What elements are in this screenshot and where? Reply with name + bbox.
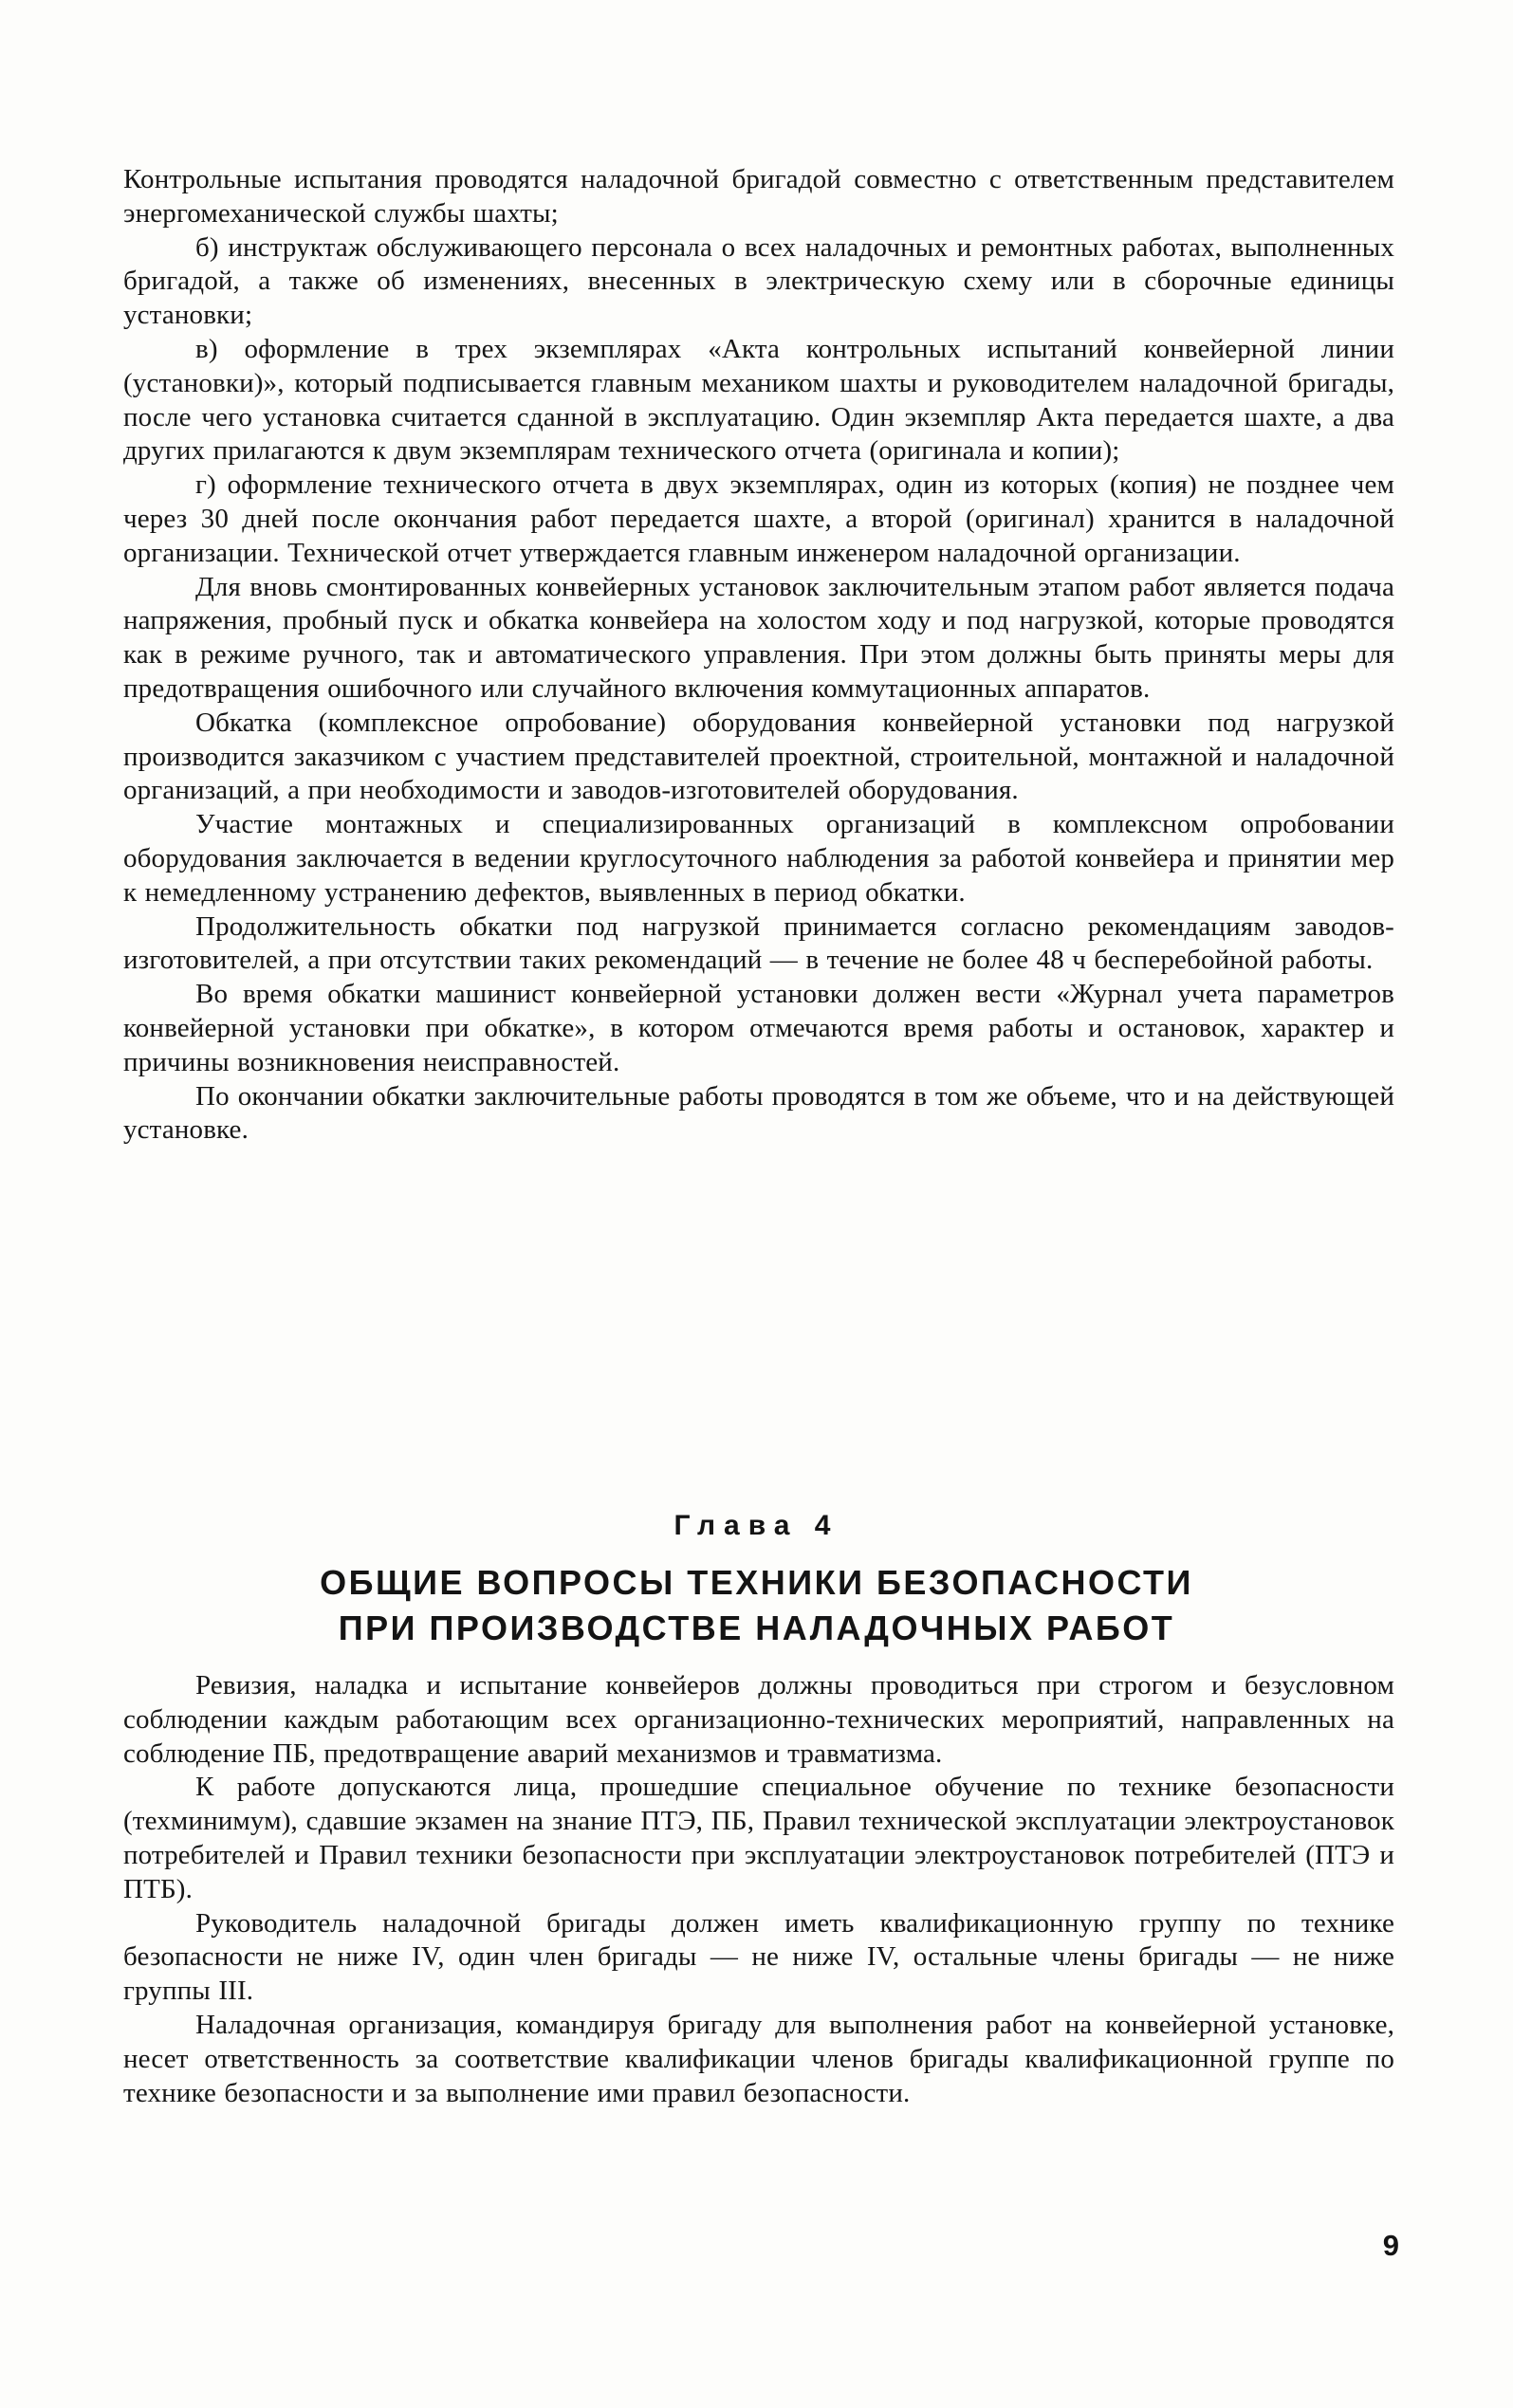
paragraph: Во время обкатки машинист конвейерной установки должен вести «Журнал учета параметров конвейерной установки при обкатке», в котором отмечаются время работы и остановок, характер и причины возникновения неисправностей. xyxy=(123,979,1394,1077)
paragraph: Ревизия, наладка и испытание конвейеров должны проводиться при строгом и безусловном соблюдении каждым работающим всех организационно-технических мероприятий, направленных на соблюдение ПБ, предотвращение аварий механизмов и травматизма. xyxy=(123,1670,1394,1769)
paragraph: Наладочная организация, командируя бригаду для выполнения работ на конвейерной установке, несет ответственность за соответствие квалификации членов бригады квалификационной группе по технике безопасности и за выполнение ими правил безопасности. xyxy=(123,2009,1394,2108)
paragraph: Участие монтажных и специализированных организаций в комплексном опробовании оборудования заключается в ведении круглосуточного наблюдения за работой конвейера и принятии мер к немедленному устранению дефектов, выявленных в период обкатки. xyxy=(123,809,1394,908)
chapter-title-line: ПРИ ПРОИЗВОДСТВЕ НАЛАДОЧНЫХ РАБОТ xyxy=(338,1608,1175,1647)
paragraph: Для вновь смонтированных конвейерных установок заключительным этапом работ является подача напряжения, пробный пуск и обкатка конвейера на холостом ходу и под нагрузкой, которые проводятся как в режиме ручного, так и автоматического управления. При этом должны быть приняты меры для предотвращения ошибочного или случайного включения коммутационных аппаратов. xyxy=(123,571,1394,704)
paragraph: Контрольные испытания проводятся наладочной бригадой совместно с ответственным представителем энергомеханической службы шахты; xyxy=(123,164,1394,229)
chapter-label: Глава 4 xyxy=(673,1510,840,1541)
paragraph: По окончании обкатки заключительные работы проводятся в том же объеме, что и на действующей установке. xyxy=(123,1080,1394,1146)
page-number: 9 xyxy=(1382,2229,1399,2262)
paragraph: Обкатка (комплексное опробование) оборудования конвейерной установки под нагрузкой производится заказчиком с участием представителей проектной, строительной, монтажной и наладочной организаций, а при необходимости и заводов-изготовителей оборудования. xyxy=(123,707,1394,806)
body-text-top xyxy=(123,163,1394,1148)
paragraph: К работе допускаются лица, прошедшие специальное обучение по технике безопасности (техминимум), сдавшие экзамен на знание ПТЭ, ПБ, Правил технической эксплуатации электроустановок потребителей и Правил техники безопасности при эксплуатации электроустановок потребителей (ПТЭ и ПТБ). xyxy=(123,1772,1394,1904)
paragraph: Руководитель наладочной бригады должен иметь квалификационную группу по технике безопасности не ниже IV, один член бригады — не ниже IV, остальные члены бригады — не ниже группы III. xyxy=(123,1907,1394,2007)
chapter-title-line: ОБЩИЕ ВОПРОСЫ ТЕХНИКИ БЕЗОПАСНОСТИ xyxy=(320,1563,1193,1602)
body-text-chapter xyxy=(123,1669,1394,2110)
paragraph: в) оформление в трех экземплярах «Акта контрольных испытаний конвейерной линии (установки)», который подписывается главным механиком шахты и руководителем наладочной бригады, после чего установка считается сданной в эксплуатацию. Один экземпляр Акта передается шахте, а два других прилагаются к двум экземплярам технического отчета (оригинала и копии); xyxy=(123,333,1394,467)
paragraph: Продолжительность обкатки под нагрузкой принимается согласно рекомендациям заводов-изготовителей, а при отсутствии таких рекомендаций — в течение не более 48 ч бесперебойной работы. xyxy=(123,910,1394,976)
chapter-title xyxy=(0,1560,1513,1651)
paragraph: б) инструктаж обслуживающего персонала о всех наладочных и ремонтных работах, выполненных бригадой, а также об изменениях, внесенных в электрическую схему или в сборочные единицы установки; xyxy=(123,231,1394,331)
paragraph: г) оформление технического отчета в двух экземплярах, один из которых (копия) не позднее чем через 30 дней после окончания работ передается шахте, а второй (оригинал) хранится в наладочной организации. Технической отчет утверждается главным инженером наладочной организации. xyxy=(123,469,1394,568)
